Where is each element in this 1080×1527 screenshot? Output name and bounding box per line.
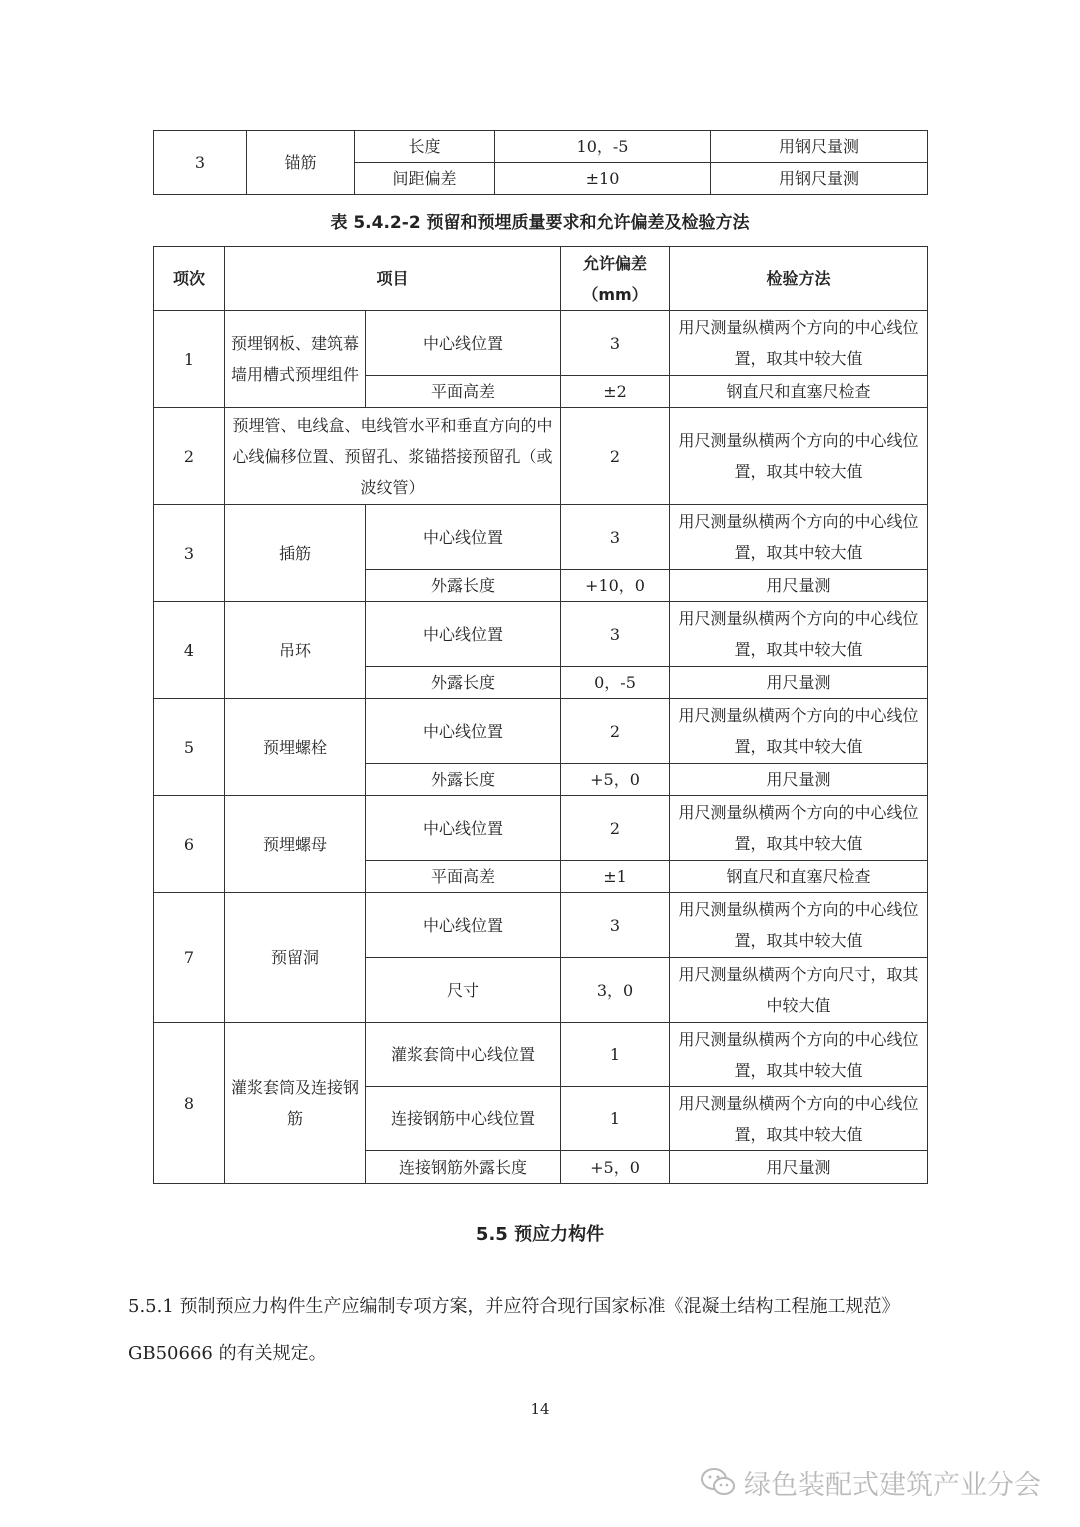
tolerance: 2 (561, 408, 670, 505)
tolerance: 3 (561, 602, 670, 667)
tolerance: +10，0 (561, 570, 670, 602)
row-number: 2 (154, 408, 225, 505)
method: 用尺测量纵横两个方向的中心线位置，取其中较大值 (670, 1023, 928, 1087)
section-title: 5.5 预应力构件 (475, 1224, 605, 1245)
header-tolerance: 允许偏差 （mm） (561, 247, 670, 311)
sub-item: 中心线位置 (366, 505, 561, 570)
sub-item: 平面高差 (366, 861, 561, 893)
sub-item: 中心线位置 (366, 602, 561, 667)
item-name: 插筋 (225, 505, 366, 602)
table-row (154, 408, 928, 505)
method: 用尺测量纵横两个方向的中心线位置，取其中较大值 (670, 796, 928, 861)
sub-item: 平面高差 (366, 376, 561, 408)
continuation-table (153, 130, 928, 195)
watermark (700, 1462, 1060, 1502)
header-item: 项目 (225, 247, 561, 311)
tolerance: 3，0 (561, 958, 670, 1023)
sub-item: 外露长度 (366, 667, 561, 699)
sub-item: 中心线位置 (366, 796, 561, 861)
row-number: 8 (154, 1023, 225, 1184)
sub-item: 外露长度 (366, 764, 561, 796)
method: 用钢尺量测 (711, 163, 928, 195)
method: 用尺测量纵横两个方向的中心线位置，取其中较大值 (670, 311, 928, 376)
tolerance: ±2 (561, 376, 670, 408)
sub-item: 连接钢筋外露长度 (366, 1151, 561, 1184)
item-name: 锚筋 (247, 131, 355, 195)
item-name: 预留洞 (225, 893, 366, 1023)
table-row (154, 1023, 928, 1087)
item-name: 灌浆套筒及连接钢筋 (225, 1023, 366, 1184)
method: 用尺量测 (670, 570, 928, 602)
row-number: 1 (154, 311, 225, 408)
header-no: 项次 (154, 247, 225, 311)
table-row (154, 505, 928, 570)
item-name: 预埋螺母 (225, 796, 366, 893)
tolerance: 0，-5 (561, 667, 670, 699)
header-method: 检验方法 (670, 247, 928, 311)
row-number: 4 (154, 602, 225, 699)
table-header-row (154, 247, 928, 311)
method: 钢直尺和直塞尺检查 (670, 376, 928, 408)
tolerance: 2 (561, 796, 670, 861)
table-row (154, 699, 928, 764)
item-name: 吊环 (225, 602, 366, 699)
row-number: 5 (154, 699, 225, 796)
row-number: 6 (154, 796, 225, 893)
method: 用尺测量纵横两个方向的中心线位置，取其中较大值 (670, 893, 928, 958)
tolerance: +5，0 (561, 1151, 670, 1184)
sub-item: 长度 (355, 131, 495, 163)
sub-item: 中心线位置 (366, 311, 561, 376)
paragraph: 5.5.1 预制预应力构件生产应编制专项方案，并应符合现行国家标准《混凝土结构工程施工规范》GB50666 的有关规定。 (128, 1296, 900, 1364)
sub-item: 外露长度 (366, 570, 561, 602)
tolerance: ±10 (495, 163, 711, 195)
table-row (154, 893, 928, 958)
tolerance: 3 (561, 893, 670, 958)
method: 用尺量测 (670, 1151, 928, 1184)
item-name: 预埋螺栓 (225, 699, 366, 796)
method: 用尺测量纵横两个方向尺寸，取其中较大值 (670, 958, 928, 1023)
item-name: 预埋钢板、建筑幕墙用槽式预埋组件 (225, 311, 366, 408)
tolerance: 3 (561, 505, 670, 570)
method: 用尺测量纵横两个方向的中心线位置，取其中较大值 (670, 699, 928, 764)
tolerance: 1 (561, 1023, 670, 1087)
tolerance: 3 (561, 311, 670, 376)
table-caption: 表 5.4.2-2 预留和预埋质量要求和允许偏差及检验方法 (330, 213, 750, 233)
method: 钢直尺和直塞尺检查 (670, 861, 928, 893)
method: 用尺量测 (670, 764, 928, 796)
method: 用尺测量纵横两个方向的中心线位置，取其中较大值 (670, 408, 928, 505)
wechat-icon (700, 1467, 736, 1497)
sub-item: 中心线位置 (366, 893, 561, 958)
row-number: 7 (154, 893, 225, 1023)
tolerance: 10，-5 (495, 131, 711, 163)
sub-item: 灌浆套筒中心线位置 (366, 1023, 561, 1087)
page-number: 14 (530, 1400, 550, 1418)
method: 用尺测量纵横两个方向的中心线位置，取其中较大值 (670, 602, 928, 667)
table-row (154, 602, 928, 667)
table-row (154, 311, 928, 376)
method: 用尺测量纵横两个方向的中心线位置，取其中较大值 (670, 1087, 928, 1151)
tolerance: +5，0 (561, 764, 670, 796)
sub-item: 连接钢筋中心线位置 (366, 1087, 561, 1151)
item-name: 预埋管、电线盒、电线管水平和垂直方向的中心线偏移位置、预留孔、浆锚搭接预留孔（或波纹管） (225, 408, 561, 505)
watermark-text: 绿色装配式建筑产业分会 (744, 1469, 1041, 1501)
sub-item: 尺寸 (366, 958, 561, 1023)
sub-item: 间距偏差 (355, 163, 495, 195)
tolerance: 1 (561, 1087, 670, 1151)
tolerance: ±1 (561, 861, 670, 893)
sub-item: 中心线位置 (366, 699, 561, 764)
table-row (154, 796, 928, 861)
tolerance-table (153, 246, 928, 1184)
row-number: 3 (154, 131, 247, 195)
table-row (154, 131, 928, 163)
method: 用钢尺量测 (711, 131, 928, 163)
row-number: 3 (154, 505, 225, 602)
method: 用尺量测 (670, 667, 928, 699)
method: 用尺测量纵横两个方向的中心线位置，取其中较大值 (670, 505, 928, 570)
tolerance: 2 (561, 699, 670, 764)
